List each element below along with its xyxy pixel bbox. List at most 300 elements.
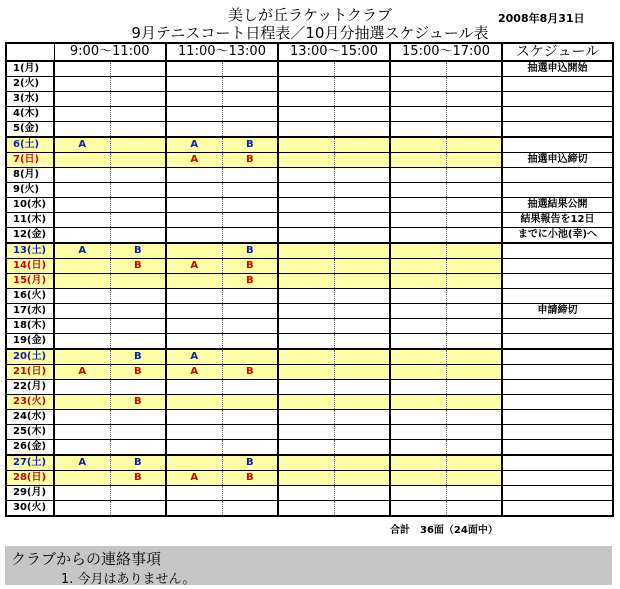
court-cell — [390, 198, 446, 213]
court-cell — [110, 274, 166, 289]
court-cell — [222, 289, 278, 304]
schedule-note — [502, 471, 613, 486]
court-cell — [110, 380, 166, 395]
table-row — [6, 319, 613, 334]
day-label: 18(木) — [6, 319, 54, 334]
court-cell — [110, 334, 166, 350]
court-cell — [390, 274, 446, 289]
table-row — [6, 137, 613, 153]
schedule-note — [502, 274, 613, 289]
court-cell — [390, 365, 446, 380]
court-cell — [110, 319, 166, 334]
court-cell — [334, 304, 390, 319]
court-cell — [334, 471, 390, 486]
court-cell — [54, 471, 110, 486]
court-cell — [110, 183, 166, 198]
schedule-note — [502, 107, 613, 122]
schedule-note — [502, 425, 613, 440]
court-cell: B — [222, 274, 278, 289]
court-cell — [110, 486, 166, 501]
court-cell — [54, 92, 110, 107]
court-cell — [54, 198, 110, 213]
table-row — [6, 168, 613, 183]
court-cell: B — [222, 365, 278, 380]
court-cell — [446, 61, 502, 77]
table-row — [6, 77, 613, 92]
court-cell — [390, 168, 446, 183]
court-cell — [166, 410, 222, 425]
court-cell: A — [166, 471, 222, 486]
court-cell — [334, 77, 390, 92]
document-date: 2008年8月31日 — [498, 12, 585, 25]
table-row — [6, 228, 613, 244]
table-row — [6, 334, 613, 350]
court-cell — [110, 213, 166, 228]
day-label: 7(日) — [6, 153, 54, 168]
court-cell — [446, 319, 502, 334]
court-cell: A — [166, 153, 222, 168]
day-label: 2(火) — [6, 77, 54, 92]
court-cell — [446, 198, 502, 213]
court-cell — [334, 425, 390, 440]
court-cell — [446, 304, 502, 319]
day-label: 20(土) — [6, 349, 54, 365]
court-cell — [110, 153, 166, 168]
schedule-header: スケジュール — [502, 43, 613, 61]
court-cell: B — [222, 259, 278, 274]
court-cell — [334, 365, 390, 380]
court-cell — [390, 228, 446, 244]
day-label: 16(火) — [6, 289, 54, 304]
notice-box — [5, 546, 612, 585]
court-cell — [110, 168, 166, 183]
court-cell — [390, 440, 446, 456]
court-cell — [334, 319, 390, 334]
court-cell — [222, 213, 278, 228]
table-row — [6, 440, 613, 456]
day-label: 13(土) — [6, 243, 54, 259]
court-cell — [222, 501, 278, 517]
court-cell — [390, 137, 446, 153]
court-cell — [390, 486, 446, 501]
court-cell — [222, 304, 278, 319]
court-cell — [54, 349, 110, 365]
schedule-note — [502, 395, 613, 410]
court-cell — [54, 61, 110, 77]
court-cell — [222, 319, 278, 334]
table-row — [6, 122, 613, 138]
day-label: 28(日) — [6, 471, 54, 486]
court-cell — [110, 425, 166, 440]
court-cell — [334, 274, 390, 289]
court-cell — [222, 198, 278, 213]
court-cell: B — [110, 349, 166, 365]
court-cell — [278, 319, 334, 334]
court-cell — [446, 455, 502, 471]
court-cell: A — [166, 137, 222, 153]
day-label: 12(金) — [6, 228, 54, 244]
day-label: 23(火) — [6, 395, 54, 410]
court-cell — [110, 122, 166, 138]
court-cell — [446, 486, 502, 501]
court-cell — [166, 319, 222, 334]
day-label: 4(木) — [6, 107, 54, 122]
court-cell — [166, 183, 222, 198]
court-cell — [54, 425, 110, 440]
court-cell — [222, 92, 278, 107]
court-cell — [110, 61, 166, 77]
court-cell — [390, 243, 446, 259]
court-cell — [166, 228, 222, 244]
court-cell — [390, 289, 446, 304]
court-cell — [110, 304, 166, 319]
court-cell: B — [110, 259, 166, 274]
court-cell: B — [222, 455, 278, 471]
schedule-grid — [5, 42, 614, 517]
court-cell — [110, 77, 166, 92]
schedule-subtitle: 9月テニスコート日程表／10月分抽選スケジュール表 — [131, 24, 489, 42]
court-cell — [166, 274, 222, 289]
court-cell — [278, 380, 334, 395]
court-cell — [334, 334, 390, 350]
court-cell — [166, 77, 222, 92]
court-cell — [390, 77, 446, 92]
slot-header-2: 11:00～13:00 — [166, 43, 278, 61]
court-cell — [390, 319, 446, 334]
court-cell — [390, 92, 446, 107]
court-cell — [166, 243, 222, 259]
court-cell — [446, 365, 502, 380]
court-cell — [222, 168, 278, 183]
court-cell — [278, 92, 334, 107]
court-cell — [166, 455, 222, 471]
day-label: 26(金) — [6, 440, 54, 456]
court-cell — [54, 77, 110, 92]
schedule-note: 結果報告を12日 — [502, 213, 613, 228]
court-cell — [110, 289, 166, 304]
schedule-note — [502, 259, 613, 274]
court-cell — [390, 183, 446, 198]
court-cell — [278, 395, 334, 410]
court-cell — [446, 501, 502, 517]
court-cell — [166, 304, 222, 319]
court-cell — [446, 440, 502, 456]
court-cell — [278, 365, 334, 380]
court-cell: B — [110, 455, 166, 471]
court-cell — [334, 259, 390, 274]
schedule-note — [502, 334, 613, 350]
schedule-note — [502, 122, 613, 138]
court-cell — [390, 213, 446, 228]
court-cell — [446, 243, 502, 259]
court-cell — [166, 107, 222, 122]
day-label: 5(金) — [6, 122, 54, 138]
slot-header-1: 9:00～11:00 — [54, 43, 166, 61]
table-row — [6, 274, 613, 289]
court-cell — [54, 122, 110, 138]
court-cell — [278, 61, 334, 77]
court-cell — [278, 274, 334, 289]
court-cell — [446, 107, 502, 122]
schedule-note: までに小池(幸)へ — [502, 228, 613, 244]
court-cell — [110, 440, 166, 456]
schedule-note: 申請締切 — [502, 304, 613, 319]
court-cell — [446, 213, 502, 228]
table-row — [6, 198, 613, 213]
court-cell — [278, 228, 334, 244]
court-cell — [390, 425, 446, 440]
court-cell — [222, 395, 278, 410]
court-cell — [222, 440, 278, 456]
day-column-header — [6, 43, 54, 61]
schedule-note — [502, 349, 613, 365]
schedule-note — [502, 365, 613, 380]
table-row — [6, 304, 613, 319]
court-cell — [54, 380, 110, 395]
court-cell — [278, 183, 334, 198]
court-cell — [222, 61, 278, 77]
table-row — [6, 365, 613, 380]
court-cell: A — [54, 455, 110, 471]
notice-title: クラブからの連絡事項 — [11, 550, 162, 568]
court-cell — [278, 334, 334, 350]
day-label: 15(月) — [6, 274, 54, 289]
court-cell — [334, 501, 390, 517]
court-cell — [334, 289, 390, 304]
table-row — [6, 259, 613, 274]
court-cell — [166, 122, 222, 138]
club-title: 美しが丘ラケットクラブ — [228, 6, 392, 24]
schedule-note — [502, 455, 613, 471]
table-row — [6, 92, 613, 107]
table-row — [6, 61, 613, 77]
court-cell — [166, 395, 222, 410]
table-row — [6, 380, 613, 395]
court-cell — [222, 122, 278, 138]
court-cell: A — [54, 243, 110, 259]
schedule-note: 抽選結果公開 — [502, 198, 613, 213]
court-cell — [390, 122, 446, 138]
court-cell — [166, 213, 222, 228]
court-cell — [222, 107, 278, 122]
court-cell — [278, 486, 334, 501]
court-cell — [446, 334, 502, 350]
court-cell — [278, 122, 334, 138]
table-row — [6, 410, 613, 425]
court-cell — [54, 304, 110, 319]
court-cell — [390, 107, 446, 122]
court-cell — [54, 259, 110, 274]
day-label: 1(月) — [6, 61, 54, 77]
slot-header-3: 13:00～15:00 — [278, 43, 390, 61]
court-cell — [278, 471, 334, 486]
court-cell — [390, 304, 446, 319]
court-cell — [334, 455, 390, 471]
slot-header-4: 15:00～17:00 — [390, 43, 502, 61]
court-cell — [334, 395, 390, 410]
court-cell — [278, 289, 334, 304]
court-cell — [446, 153, 502, 168]
court-cell — [446, 471, 502, 486]
court-cell — [278, 198, 334, 213]
court-cell — [390, 380, 446, 395]
court-cell — [278, 153, 334, 168]
court-cell — [222, 486, 278, 501]
court-cell — [334, 486, 390, 501]
court-cell: B — [110, 395, 166, 410]
court-cell — [54, 107, 110, 122]
court-cell — [110, 228, 166, 244]
court-cell — [222, 380, 278, 395]
court-cell — [222, 334, 278, 350]
court-cell — [166, 334, 222, 350]
court-cell — [54, 228, 110, 244]
court-cell: A — [54, 365, 110, 380]
court-cell — [390, 395, 446, 410]
day-label: 11(木) — [6, 213, 54, 228]
day-label: 27(土) — [6, 455, 54, 471]
court-cell — [54, 289, 110, 304]
day-label: 21(日) — [6, 365, 54, 380]
court-cell — [54, 168, 110, 183]
schedule-note — [502, 501, 613, 517]
court-cell — [334, 107, 390, 122]
schedule-note: 抽選申込締切 — [502, 153, 613, 168]
court-cell — [390, 153, 446, 168]
court-cell: A — [166, 259, 222, 274]
court-cell — [54, 486, 110, 501]
court-cell — [334, 243, 390, 259]
court-cell — [110, 92, 166, 107]
court-cell — [334, 410, 390, 425]
court-cell — [54, 395, 110, 410]
court-cell — [166, 289, 222, 304]
day-label: 10(水) — [6, 198, 54, 213]
notice-item: 1. 今月はありません。 — [61, 572, 196, 587]
schedule-note — [502, 289, 613, 304]
day-label: 17(水) — [6, 304, 54, 319]
court-cell — [222, 349, 278, 365]
court-cell: A — [166, 365, 222, 380]
court-cell — [110, 410, 166, 425]
schedule-note: 抽選申込開始 — [502, 61, 613, 77]
court-cell — [446, 77, 502, 92]
court-cell — [278, 440, 334, 456]
schedule-note — [502, 319, 613, 334]
court-cell — [222, 77, 278, 92]
court-cell — [334, 92, 390, 107]
table-row — [6, 501, 613, 517]
court-cell — [278, 425, 334, 440]
court-cell — [166, 198, 222, 213]
court-cell — [54, 334, 110, 350]
court-cell — [446, 349, 502, 365]
court-cell — [54, 410, 110, 425]
schedule-note — [502, 410, 613, 425]
court-cell: B — [222, 243, 278, 259]
court-cell: B — [222, 153, 278, 168]
court-cell — [278, 501, 334, 517]
court-cell — [446, 122, 502, 138]
court-cell — [166, 486, 222, 501]
table-row — [6, 153, 613, 168]
schedule-note — [502, 92, 613, 107]
day-label: 19(金) — [6, 334, 54, 350]
schedule-note — [502, 183, 613, 198]
court-cell — [446, 274, 502, 289]
court-cell — [390, 471, 446, 486]
header-row — [6, 43, 613, 61]
court-cell — [446, 395, 502, 410]
table-row — [6, 349, 613, 365]
table-row — [6, 213, 613, 228]
court-cell — [166, 425, 222, 440]
table-row — [6, 455, 613, 471]
court-cell — [334, 168, 390, 183]
day-label: 8(月) — [6, 168, 54, 183]
court-cell — [54, 213, 110, 228]
table-row — [6, 243, 613, 259]
court-cell: B — [222, 137, 278, 153]
schedule-note — [502, 440, 613, 456]
court-cell — [278, 410, 334, 425]
court-cell — [54, 183, 110, 198]
table-row — [6, 425, 613, 440]
schedule-note — [502, 77, 613, 92]
court-cell — [390, 334, 446, 350]
court-cell — [278, 137, 334, 153]
day-label: 6(土) — [6, 137, 54, 153]
court-cell — [334, 122, 390, 138]
table-row — [6, 289, 613, 304]
court-cell — [390, 61, 446, 77]
court-cell: B — [110, 471, 166, 486]
court-cell: B — [110, 365, 166, 380]
court-cell — [278, 349, 334, 365]
court-cell — [278, 243, 334, 259]
court-cell — [166, 380, 222, 395]
schedule-note — [502, 168, 613, 183]
court-cell — [446, 168, 502, 183]
table-row — [6, 183, 613, 198]
court-cell — [334, 380, 390, 395]
court-cell — [166, 440, 222, 456]
court-cell — [446, 380, 502, 395]
court-cell — [166, 501, 222, 517]
court-cell — [222, 228, 278, 244]
court-cell — [446, 137, 502, 153]
court-cell — [278, 213, 334, 228]
court-cell — [446, 259, 502, 274]
court-cell — [334, 61, 390, 77]
court-cell — [278, 77, 334, 92]
court-cell — [54, 440, 110, 456]
court-cell — [334, 440, 390, 456]
court-cell — [390, 259, 446, 274]
court-cell — [222, 410, 278, 425]
court-cell — [110, 107, 166, 122]
court-cell — [334, 349, 390, 365]
court-cell — [446, 425, 502, 440]
day-label: 24(水) — [6, 410, 54, 425]
schedule-note — [502, 243, 613, 259]
court-cell: A — [166, 349, 222, 365]
day-label: 25(木) — [6, 425, 54, 440]
table-row — [6, 486, 613, 501]
court-cell — [278, 455, 334, 471]
table-row — [6, 471, 613, 486]
day-label: 22(月) — [6, 380, 54, 395]
